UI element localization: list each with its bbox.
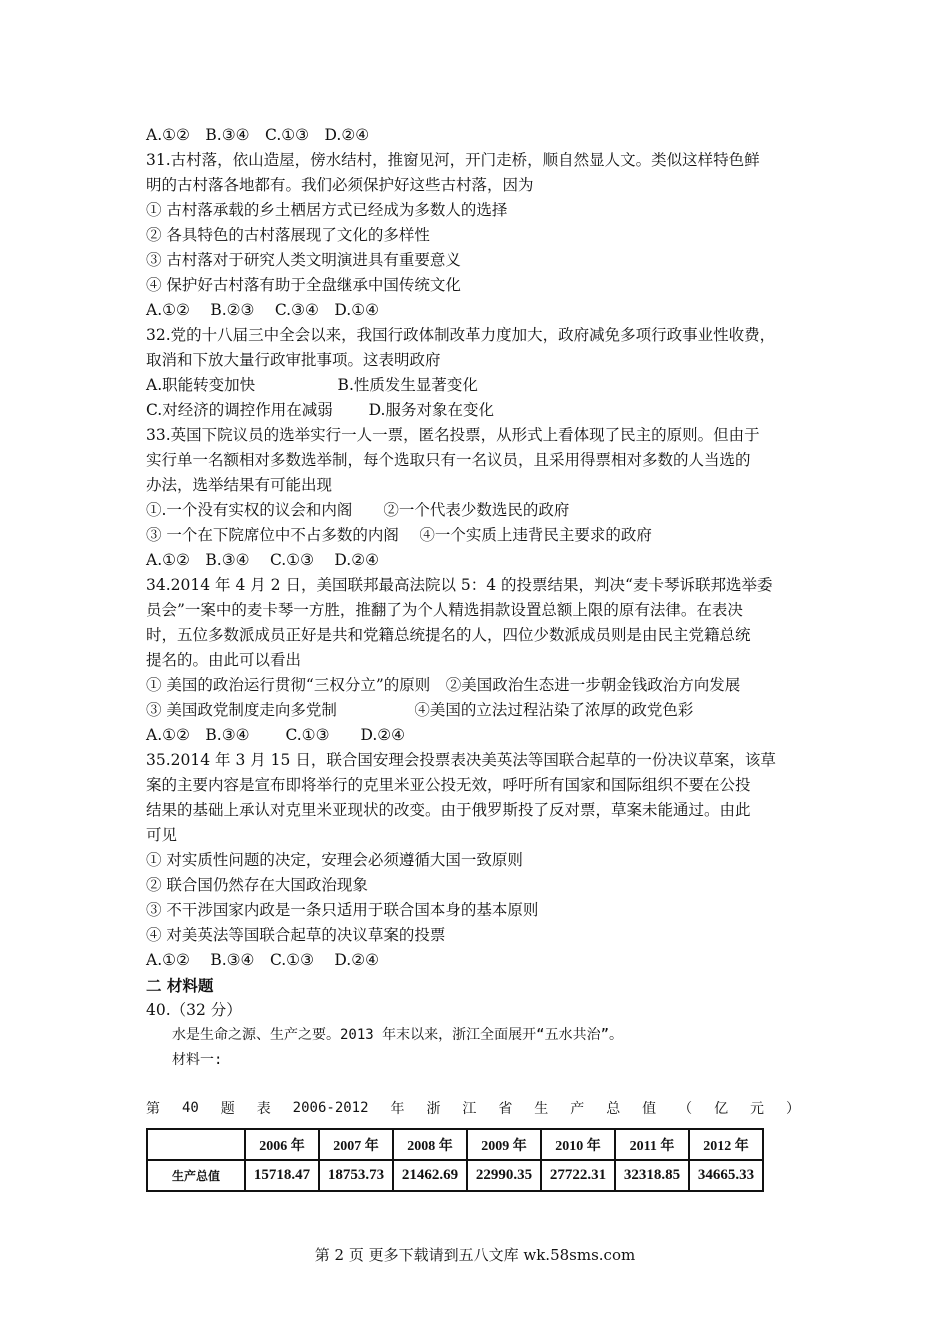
- value-cell: 18753.73: [319, 1160, 393, 1191]
- gdp-table: [146, 1128, 764, 1192]
- caption-word: 值: [642, 1101, 657, 1117]
- table-row: [147, 1160, 763, 1191]
- caption-word: 产: [570, 1101, 585, 1117]
- text-line: ③ 美国政党制度走向多党制 ④美国的立法过程沾染了浓厚的政党色彩: [146, 701, 694, 719]
- text-line: ② 各具特色的古村落展现了文化的多样性: [146, 226, 430, 244]
- header-year-cell: 2012 年: [689, 1129, 763, 1160]
- text-line: ③ 古村落对于研究人类文明演进具有重要意义: [146, 251, 461, 269]
- caption-word: 生: [534, 1101, 549, 1117]
- text-line: ① 对实质性问题的决定，安理会必须遵循大国一致原则: [146, 851, 523, 869]
- document-body: [146, 123, 826, 1073]
- caption-word: 总: [606, 1101, 621, 1117]
- text-line: 提名的。由此可以看出: [146, 651, 302, 669]
- value-cell: 21462.69: [393, 1160, 467, 1191]
- caption-word: 表: [256, 1101, 271, 1117]
- header-year-cell: 2007 年: [319, 1129, 393, 1160]
- text-line: 办法，选举结果有可能出现: [146, 476, 333, 494]
- text-line: 40.（32 分）: [146, 1001, 242, 1019]
- text-line: 二 材料题: [146, 976, 214, 995]
- text-line: 案的主要内容是宣布即将举行的克里米亚公投无效，呼吁所有国家和国际组织不要在公投: [146, 776, 751, 794]
- text-line: A.①② B.②③ C.③④ D.①④: [146, 301, 379, 319]
- text-line: 32.党的十八届三中全会以来，我国行政体制改革力度加大，政府减免多项行政事业性收费，: [146, 326, 776, 344]
- header-year-cell: 2010 年: [541, 1129, 615, 1160]
- caption-word: 40: [181, 1100, 199, 1116]
- text-line: 实行单一名额相对多数选举制，每个选取只有一名议员，且采用得票相对多数的人当选的: [146, 451, 751, 469]
- text-line: ④ 对美英法等国联合起草的决议草案的投票: [146, 926, 446, 944]
- caption-word: 第: [146, 1101, 160, 1117]
- value-cell: 27722.31: [541, 1160, 615, 1191]
- text-line: A.①② B.③④ C.①③ D.②④: [146, 551, 379, 569]
- caption-word: 年: [390, 1101, 405, 1117]
- caption-word: 亿: [714, 1101, 729, 1117]
- text-line: ①.一个没有实权的议会和内阁 ②一个代表少数选民的政府: [146, 501, 570, 519]
- caption-word: 元: [750, 1101, 765, 1117]
- text-line: ① 古村落承载的乡土栖居方式已经成为多数人的选择: [146, 201, 508, 219]
- text-line: A.①② B.③④ C.①③ D.②④: [146, 951, 379, 969]
- header-year-cell: 2008 年: [393, 1129, 467, 1160]
- text-line: 结果的基础上承认对克里米亚现状的改变。由于俄罗斯投了反对票，草案未能通过。由此: [146, 801, 751, 819]
- text-line: 员会”一案中的麦卡琴一方胜，推翻了为个人精选捐款设置总额上限的原有法律。在表决: [146, 601, 743, 619]
- text-line: ① 美国的政治运行贯彻“三权分立”的原则 ②美国政治生态进一步朝金钱政治方向发展: [146, 676, 741, 694]
- value-cell: 22990.35: [467, 1160, 541, 1191]
- table-header-row: [147, 1129, 763, 1160]
- text-line: ④ 保护好古村落有助于全盘继承中国传统文化: [146, 276, 461, 294]
- value-cell: 34665.33: [689, 1160, 763, 1191]
- text-line: 31.古村落，依山造屋，傍水结村，推窗见河，开门走桥，顺自然显人文。类似这样特色鲜: [146, 151, 760, 169]
- text-line: ② 联合国仍然存在大国政治现象: [146, 876, 368, 894]
- table-caption: [146, 1096, 800, 1120]
- text-line: 34.2014 年 4 月 2 日，美国联邦最高法院以 5：4 的投票结果，判决“麦卡琴诉联邦选举委: [146, 576, 773, 594]
- header-year-cell: 2006 年: [245, 1129, 319, 1160]
- caption-word: （: [678, 1101, 693, 1117]
- text-line: 33.英国下院议员的选举实行一人一票，匿名投票，从形式上看体现了民主的原则。但由于: [146, 426, 760, 444]
- text-line: 35.2014 年 3 月 15 日，联合国安理会投票表决美英法等国联合起草的一份决议草案，该草: [146, 751, 776, 769]
- value-cell: 32318.85: [615, 1160, 689, 1191]
- row-label-cell: 生产总值: [147, 1160, 245, 1191]
- text-line: 取消和下放大量行政审批事项。这表明政府: [146, 351, 441, 369]
- text-line: C.对经济的调控作用在减弱 D.服务对象在变化: [146, 401, 494, 419]
- caption-word: ）: [785, 1101, 800, 1117]
- header-year-cell: 2011 年: [615, 1129, 689, 1160]
- text-line: A.职能转变加快 B.性质发生显著变化: [146, 376, 478, 394]
- text-line: A.①② B.③④ C.①③ D.②④: [146, 726, 406, 744]
- text-line: 材料一:: [172, 1052, 223, 1068]
- text-line: A.①② B.③④ C.①③ D.②④: [146, 126, 370, 144]
- text-line: 可见: [146, 826, 178, 844]
- caption-word: 省: [498, 1101, 513, 1117]
- value-cell: 15718.47: [245, 1160, 319, 1191]
- header-year-cell: 2009 年: [467, 1129, 541, 1160]
- caption-word: 江: [462, 1101, 477, 1117]
- caption-word: 2006-2012: [292, 1100, 369, 1116]
- text-line: 明的古村落各地都有。我们必须保护好这些古村落，因为: [146, 176, 534, 194]
- text-line: 时，五位多数派成员正好是共和党籍总统提名的人，四位少数派成员则是由民主党籍总统: [146, 626, 751, 644]
- text-line: ③ 不干涉国家内政是一条只适用于联合国本身的基本原则: [146, 901, 539, 919]
- text-line: ③ 一个在下院席位中不占多数的内阁 ④一个实质上违背民主要求的政府: [146, 526, 652, 544]
- text-line: 水是生命之源、生产之要。2013 年末以来，浙江全面展开“五水共治”。: [172, 1027, 623, 1043]
- caption-word: 浙: [426, 1101, 441, 1117]
- page-footer: 第 2 页 更多下载请到五八文库 wk.58sms.com: [314, 1246, 636, 1264]
- header-corner-cell: [147, 1129, 245, 1160]
- caption-word: 题: [220, 1101, 235, 1117]
